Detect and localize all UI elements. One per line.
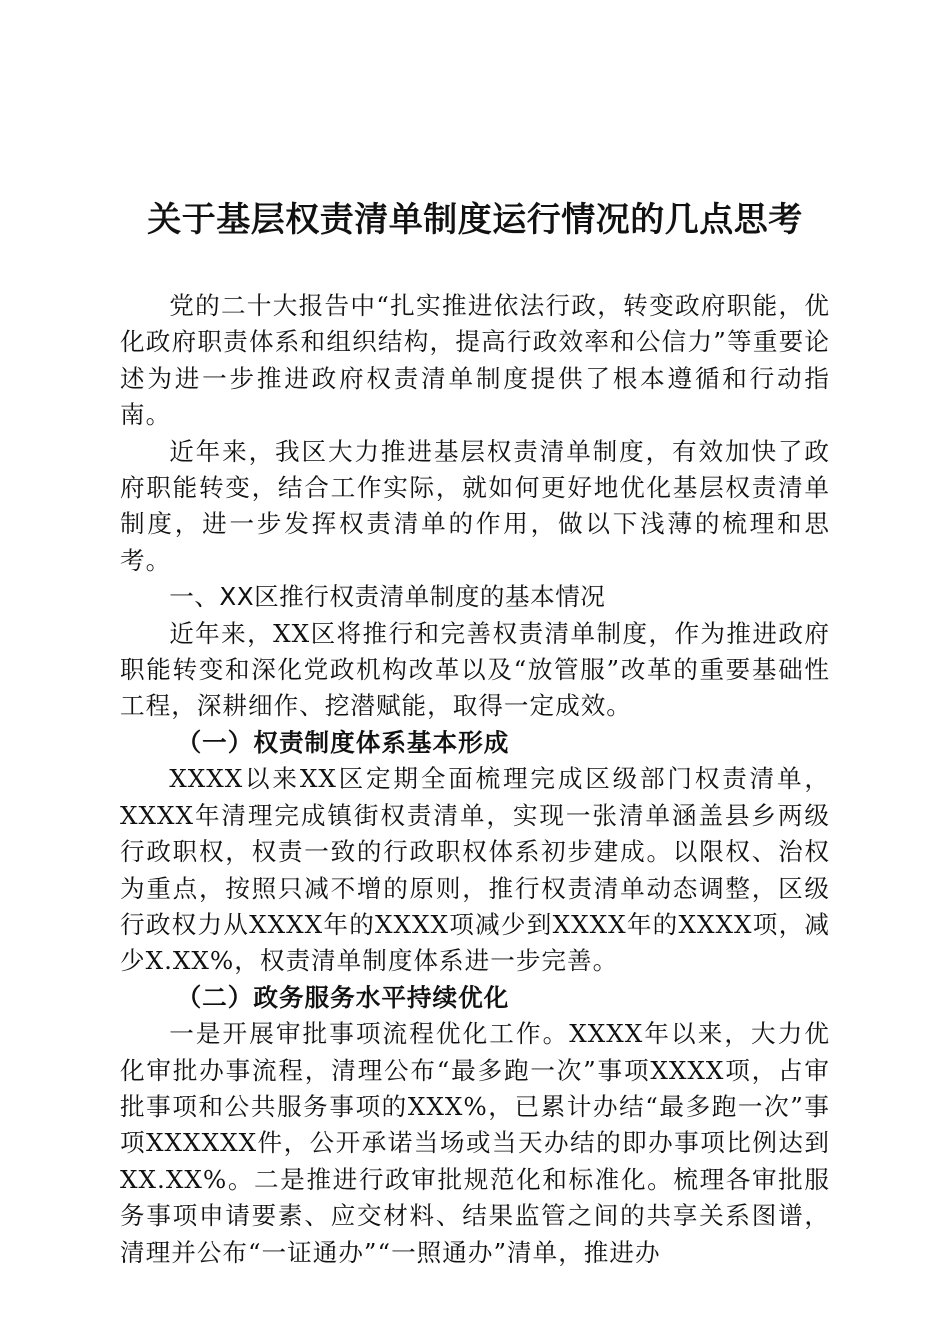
document-body <box>120 288 830 1271</box>
paragraph: 党的二十大报告中“扎实推进依法行政，转变政府职能，优化政府职责体系和组织结构，提高行政效率和公信力”等重要论述为进一步推进政府权责清单制度提供了根本遵循和行动指南。 <box>120 291 830 430</box>
document-title: 关于基层权责清单制度运行情况的几点思考 <box>147 200 803 240</box>
subsection-heading: （一）权责制度体系基本形成 <box>176 727 510 757</box>
paragraph: 近年来，我区大力推进基层权责清单制度，有效加快了政府职能转变，结合工作实际，就如何更好地优化基层权责清单制度，进一步发挥权责清单的作用，做以下浅薄的梳理和思考。 <box>120 436 830 575</box>
section-heading: 一、XX区推行权责清单制度的基本情况 <box>169 582 606 612</box>
subsection-heading: （二）政务服务水平持续优化 <box>176 982 510 1012</box>
paragraph: 一是开展审批事项流程优化工作。XXXX年以来，大力优化审批办事流程，清理公布“最多跑一次”事项XXXX项，占审批事项和公共服务事项的XXX%，已累计办结“最多跑一次”事项XXXXXX件，公开承诺当场或当天办结的即办事项比例达到XX.XX%。二是推进行政审批规范化和标准化。梳理各审批服务事项申请要素、应交材料、结果监管之间的共享关系图谱，清理并公布“一证通办”“一照通办”清单，推进办 <box>120 1019 830 1267</box>
paragraph: 近年来，XX区将推行和完善权责清单制度，作为推进政府职能转变和深化党政机构改革以及“放管服”改革的重要基础性工程，深耕细作、挖潜赋能，取得一定成效。 <box>120 618 830 721</box>
paragraph: XXXX以来XX区定期全面梳理完成区级部门权责清单，XXXX年清理完成镇街权责清单，实现一张清单涵盖县乡两级行政职权，权责一致的行政职权体系初步建成。以限权、治权为重点，按照只减不增的原则，推行权责清单动态调整，区级行政权力从XXXX年的XXXX项减少到XXXX年的XXXX项，减少X.XX%，权责清单制度体系进一步完善。 <box>120 764 830 976</box>
